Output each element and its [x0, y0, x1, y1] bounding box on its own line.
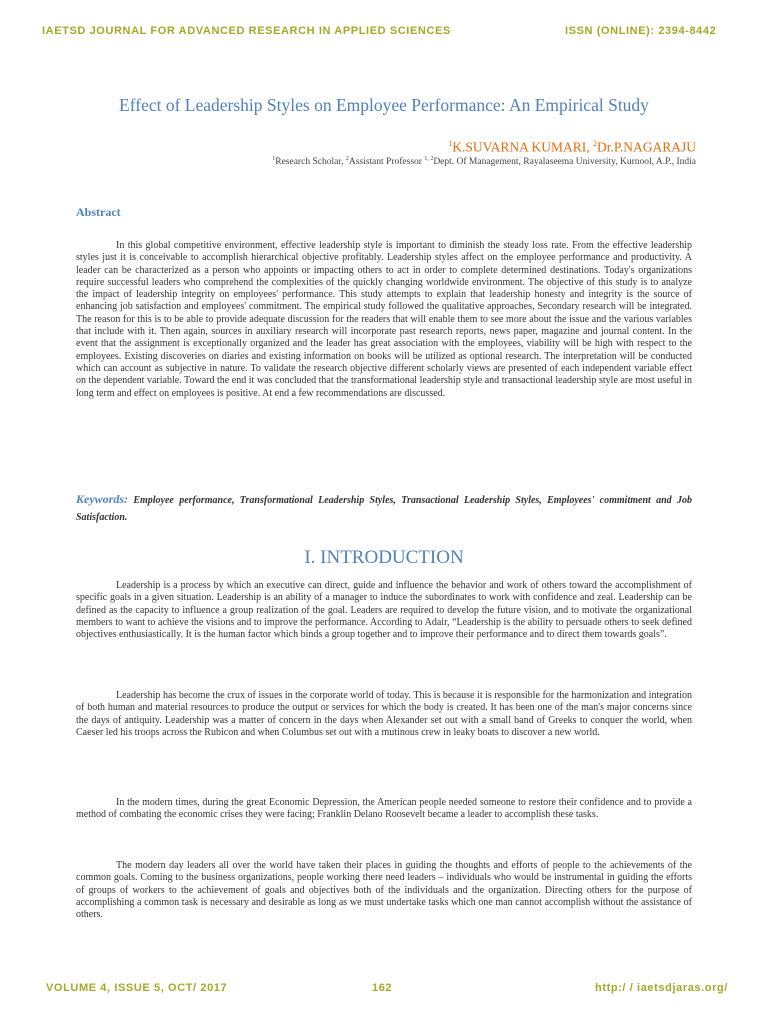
intro-paragraph-2 [76, 690, 692, 739]
authors-line [448, 139, 696, 156]
keywords-label: Keywords: [76, 492, 128, 506]
author2-name: Dr.P.NAGARAJU [596, 139, 696, 155]
affil-superscript-3: 1, 2 [424, 156, 434, 162]
affiliation-line [272, 156, 696, 167]
author2-superscript: 2 [592, 139, 597, 148]
footer-volume: VOLUME 4, ISSUE 5, OCT/ 2017 [46, 982, 228, 994]
intro-paragraph-3 [76, 797, 692, 822]
intro-paragraph-4 [76, 860, 692, 921]
intro-paragraph-1 [76, 580, 692, 641]
footer-url[interactable]: http:/ / iaetsdjaras.org/ [595, 982, 728, 994]
intro-paragraph-2-text: Leadership has become the crux of issues in the corporate world of today. This is because it is responsible for the harmonization and integration of both human and material resources to produce the output or services for which the body is created. It has been one of the man's major concerns since the days of antiquity. Leadership was a matter of concern in the days when Alexander set out with a small band of Greeks to conquer the world, when Caeser led his troops across the Rubicon and when Columbus set out with a mutinous crew in leaky boats to discover a new world. [76, 690, 692, 738]
author1-name: K.SUVARNA KUMARI, [452, 139, 593, 155]
keywords-block [76, 491, 692, 526]
abstract-paragraph [76, 240, 692, 400]
author1-superscript: 1 [448, 139, 453, 148]
intro-paragraph-1-text: Leadership is a process by which an executive can direct, guide and influence the behavior and work of others toward the accomplishment of specific goals in a given situation. Leadership is an ability of a manager to induce the subordinates to work with confidence and zeal. Leadership can be defined as the capacity to influence a group realization of the goal. Leaders are required to develop the future vision, and to motivate the organizational members to want to achieve the visions and to improve the performance. According to Adair, “Leadership is the ability to persuade others to seek defined objectives enthusiastically. It is the human factor which binds a group together and to improve their performance and to direct them towards goals”. [76, 580, 692, 641]
intro-paragraph-4-text: The modern day leaders all over the world have taken their places in guiding the thoughts and efforts of people to the achievements of the common goals. Coming to the business organizations, people working there need leaders – individuals who would be instrumental in guiding the efforts of groups of workers to the achievement of goals and objectives both of the individuals and the organization. Directing others for the purpose of accomplishing a common task is necessary and desirable as long as we must undertake tasks which one man cannot accomplish without the assistance of others. [76, 860, 692, 921]
intro-paragraph-3-text: In the modern times, during the great Economic Depression, the American people needed someone to restore their confidence and to provide a method of combating the economic crises they were facing; Franklin Delano Roosevelt became a leader to accomplish these tasks. [76, 797, 692, 821]
abstract-text: In this global competitive environment, effective leadership style is important to diminish the steady loss rate. From the effective leadership styles just it is conceivable to accomplish hierarchical objective profitably. Leadership styles affect on the employee performance and productivity. A leader can be characterized as a person who appoints or impacting others to act in order to complete determined destinations. Today's organizations require successful leaders who comprehend the complexities of the quickly changing worldwide environment. The objective of this study is to analyze the impact of leadership integrity on employees' performance. This study attempts to explain that leadership honesty and integrity is the source of enhancing job satisfaction and employees' commitment. The empirical study followed the qualitative approaches, Secondary research will be integrated. The reason for this is to be able to provide adequate discussion for the readers that will enable them to see more about the issue and the various variables that include with it. Then again, sources in auxiliary research will incorporate past research reports, news paper, magazine and journal content. In the event that the assignment is exceptionally organized and the leader has great association with the employees, viability will be high with respect to the employees. Existing discoveries on diaries and existing information on books will be utilized as optional research. The interpretation will be conducted which can account as subjective in nature. To validate the research objective different scholarly views are presented of each independent variable effect on the dependent variable. Toward the end it was concluded that the transformational leadership style and transactional leadership style are most useful in long term and effect on employees is positive. At end a few recommendations are discussed. [76, 240, 692, 399]
journal-name: IAETSD JOURNAL FOR ADVANCED RESEARCH IN APPLIED SCIENCES [42, 25, 451, 37]
issn-label: ISSN (ONLINE): 2394-8442 [565, 25, 717, 37]
affil-superscript-1: 1 [272, 156, 276, 162]
footer-page-number: 162 [372, 982, 393, 994]
affil-part-1: Research Scholar, [275, 157, 346, 168]
affil-superscript-2: 2 [345, 156, 349, 162]
affil-part-2: Assistant Professor [348, 157, 425, 168]
paper-title: Effect of Leadership Styles on Employee Performance: An Empirical Study [119, 95, 649, 115]
section-heading-introduction: I. INTRODUCTION [304, 547, 464, 568]
affil-part-3: Dept. Of Management, Rayalaseema University, Kurnool, A.P., India [433, 157, 696, 168]
abstract-heading: Abstract [76, 205, 121, 219]
keywords-text: Employee performance, Transformational Leadership Styles, Transactional Leadership Styles, Employees' commitment and Job Satisfaction. [76, 495, 693, 523]
